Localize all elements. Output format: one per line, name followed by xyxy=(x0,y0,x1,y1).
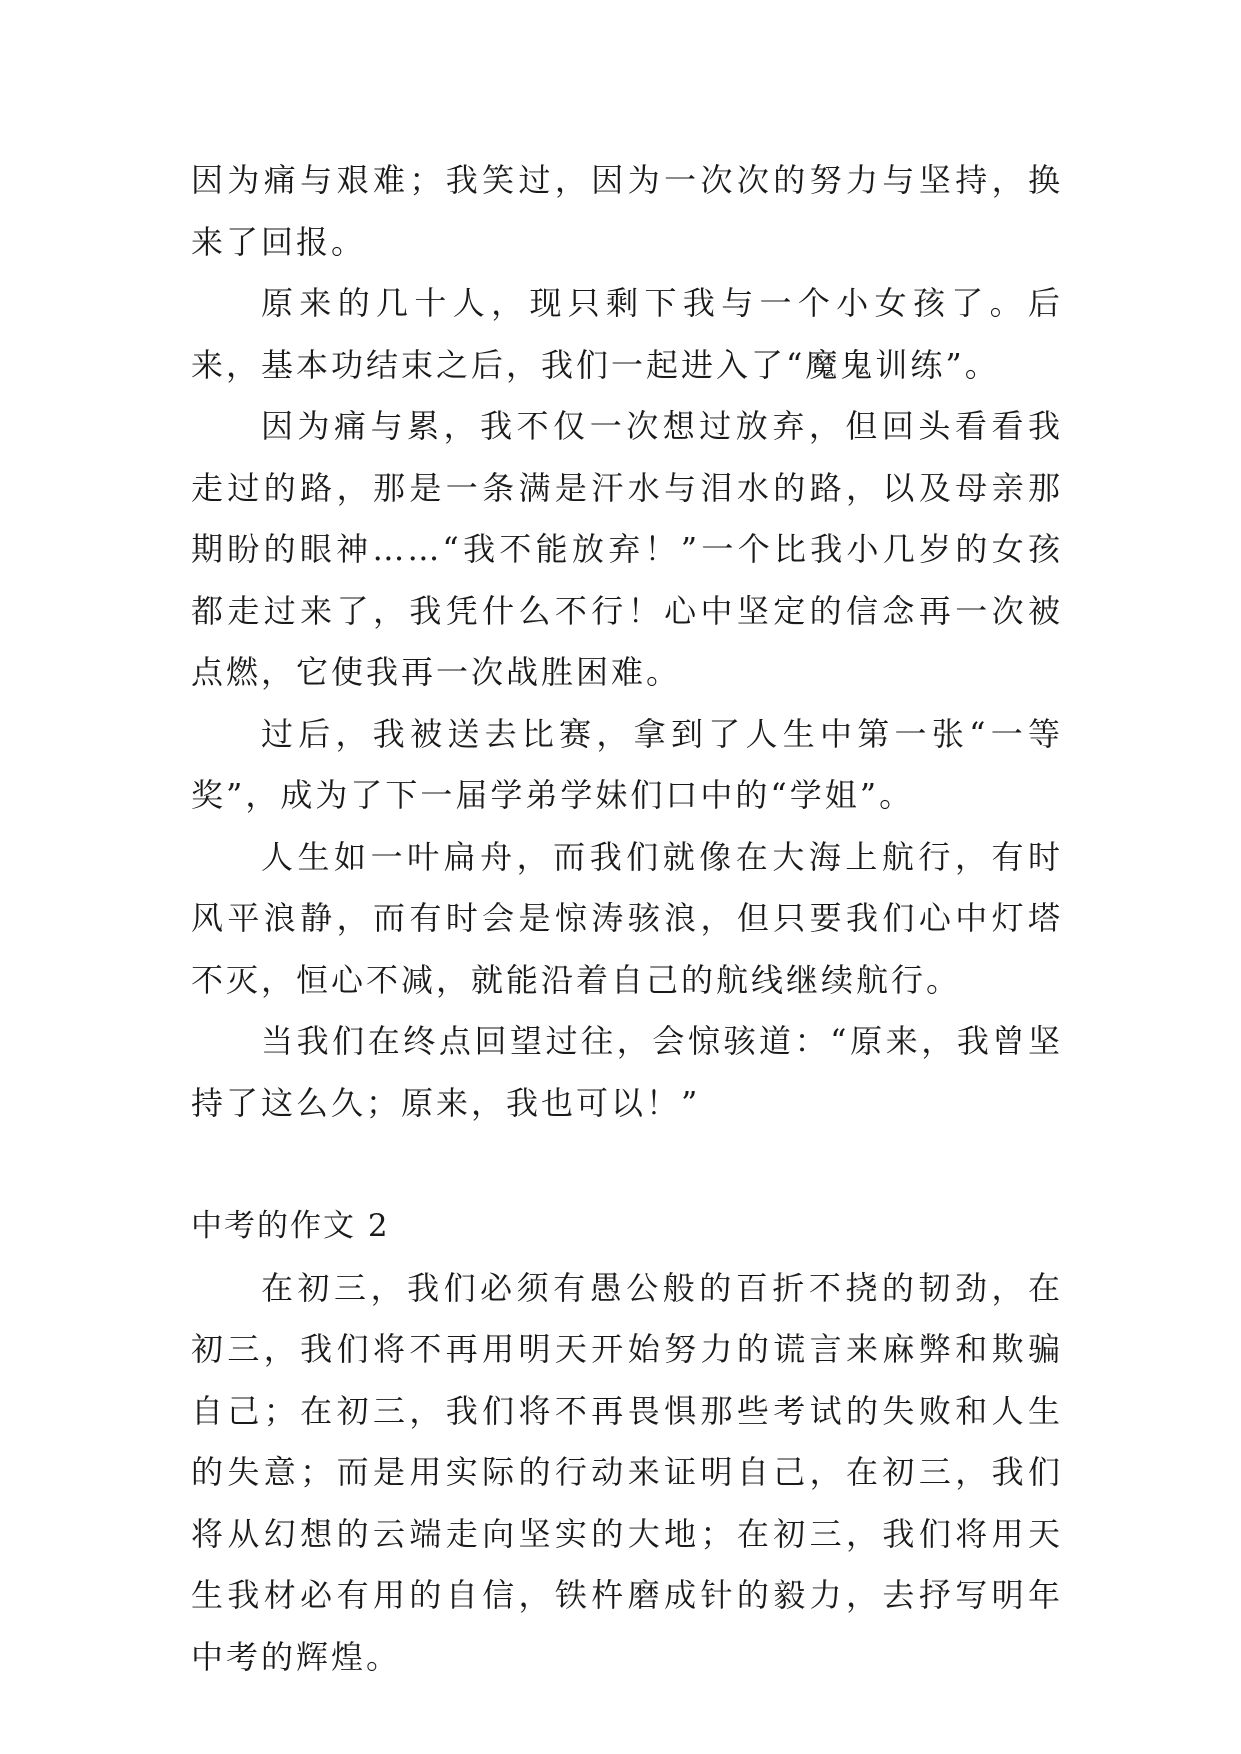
essay-body xyxy=(191,150,1063,1688)
paragraph: 原来的几十人，现只剩下我与一个小女孩了。后来，基本功结束之后，我们一起进入了“魔鬼训练”。 xyxy=(191,284,1063,384)
paragraph: 过后，我被送去比赛，拿到了人生中第一张“一等奖”，成为了下一届学弟学妹们口中的“学姐”。 xyxy=(191,714,1063,814)
paragraph: 在初三，我们必须有愚公般的百折不挠的韧劲，在初三，我们将不再用明天开始努力的谎言来麻弊和欺骗自己；在初三，我们将不再畏惧那些考试的失败和人生的失意；而是用实际的行动来证明自己，在初三，我们将从幻想的云端走向坚实的大地；在初三，我们将用天生我材必有用的自信，铁杵磨成针的毅力，去抒写明年中考的辉煌。 xyxy=(191,1268,1063,1676)
paragraph: 因为痛与累，我不仅一次想过放弃，但回头看看我走过的路，那是一条满是汗水与泪水的路，以及母亲那期盼的眼神……“我不能放弃！”一个比我小几岁的女孩都走过来了，我凭什么不行！心中坚定的信念再一次被点燃，它使我再一次战胜困难。 xyxy=(191,407,1063,691)
section-title: 中考的作文 2 xyxy=(191,1208,390,1244)
section-spacer xyxy=(191,1134,1063,1196)
paragraph: 人生如一叶扁舟，而我们就像在大海上航行，有时风平浪静，而有时会是惊涛骇浪，但只要我们心中灯塔不灭，恒心不减，就能沿着自己的航线继续航行。 xyxy=(191,837,1063,999)
paragraph-continued: 因为痛与艰难；我笑过，因为一次次的努力与坚持，换来了回报。 xyxy=(191,161,1063,261)
paragraph: 当我们在终点回望过往，会惊骇道：“原来，我曾坚持了这么久；原来，我也可以！” xyxy=(191,1022,1063,1122)
